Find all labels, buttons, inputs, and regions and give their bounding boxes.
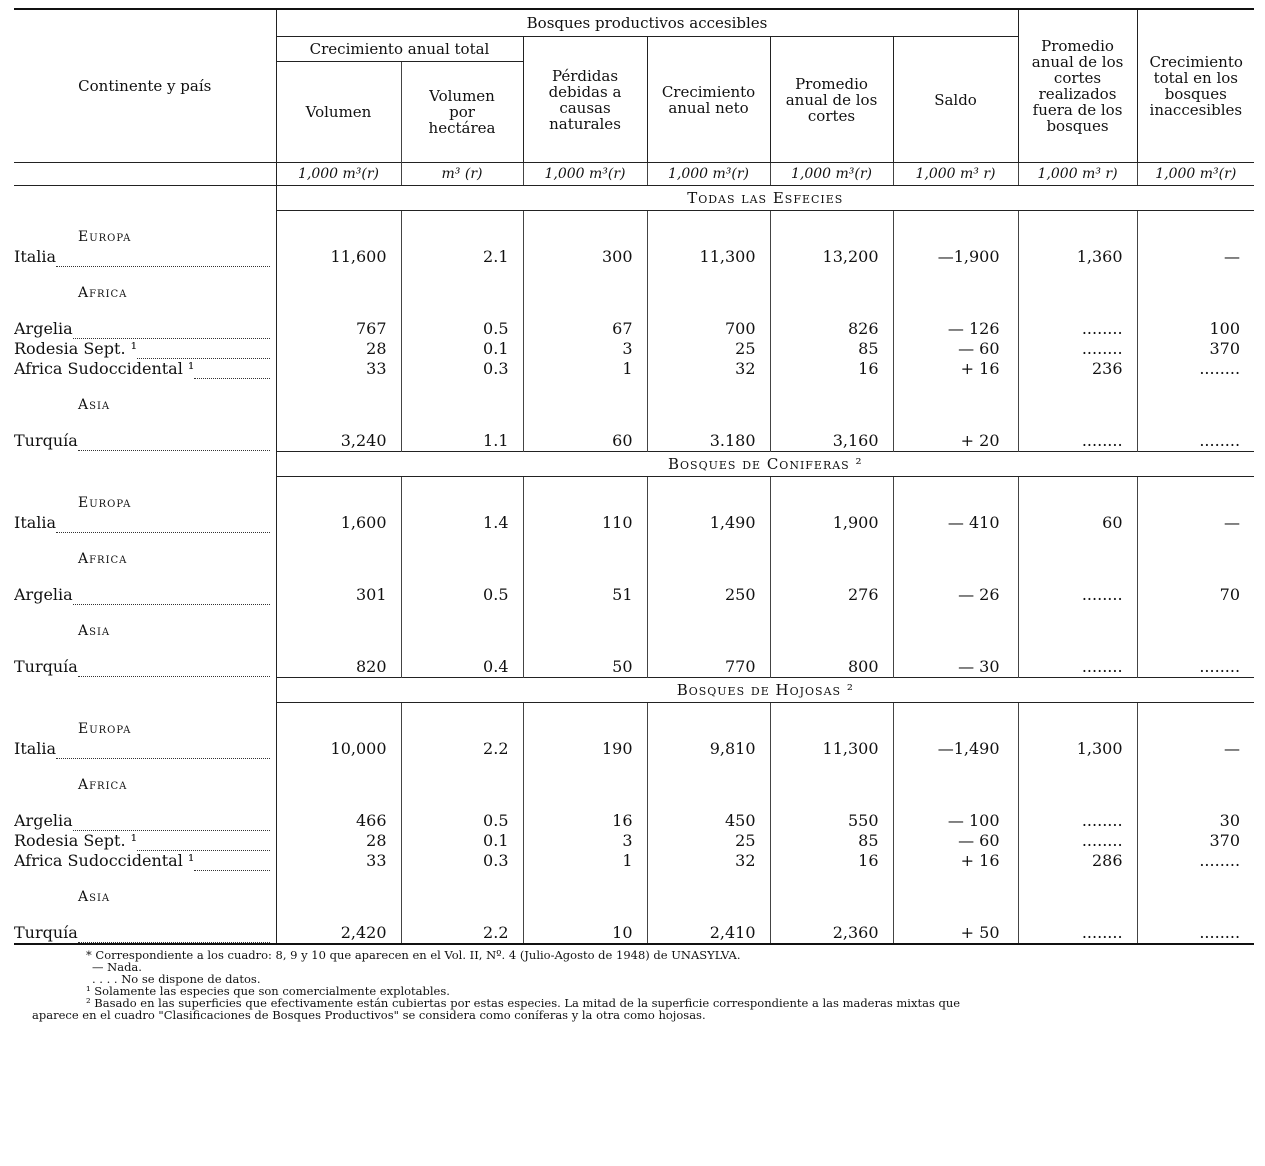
unit-volume: 1,000 m³(r) [276, 163, 401, 186]
cell-net-growth: 770 [647, 657, 770, 678]
footnote-source: * Correspondiente a los cuadro: 8, 9 y 10 que aparecen en el Vol. II, Nº. 4 (Julio-Agosto de 1948) de UNASYLVA. [86, 948, 741, 962]
cell-net-growth: 3.180 [647, 431, 770, 452]
cell-volume: 11,600 [276, 247, 401, 267]
cell-saldo: — 60 [893, 339, 1018, 359]
cell-inaccessible: 370 [1137, 831, 1254, 851]
cell-net-growth: 11,300 [647, 247, 770, 267]
continent-label: Asia [78, 397, 111, 413]
cell-cuts: 16 [770, 359, 893, 379]
country-cell [14, 851, 276, 871]
country-name: Italia [14, 247, 57, 266]
cell-net-growth: 32 [647, 359, 770, 379]
dot-leader [56, 744, 270, 759]
section-header [14, 186, 1254, 211]
cell-saldo: + 16 [893, 359, 1018, 379]
continent-label: Europa [78, 495, 132, 511]
cell-cuts-outside: ........ [1018, 431, 1137, 452]
table-row [14, 657, 1254, 678]
cell-cuts: 85 [770, 339, 893, 359]
country-name: Rodesia Sept. ¹ [14, 831, 138, 850]
dot-leader [73, 816, 270, 831]
bottom-rule [14, 943, 1254, 945]
header-losses: Pérdidas debidas a causas naturales [523, 37, 647, 163]
header-net-growth: Crecimiento anual neto [647, 37, 770, 163]
country-name: Argelia [14, 585, 73, 604]
unit-net: 1,000 m³(r) [647, 163, 770, 186]
unit-volume-ha: m³ (r) [401, 163, 523, 186]
footnote-1: ¹ Solamente las especies que son comercialmente explotables. [86, 984, 450, 998]
continent-label: Europa [78, 229, 132, 245]
table-row [14, 923, 1254, 943]
footnote-2: ² Basado en las superficies que efectivamente están cubiertas por estas especies. La mitad de la superficie correspondiente a las maderas mixtas que [86, 996, 961, 1010]
cell-net-growth: 25 [647, 339, 770, 359]
cell-volume: 3,240 [276, 431, 401, 452]
cell-volume: 767 [276, 319, 401, 339]
section-header [14, 678, 1254, 703]
unit-saldo: 1,000 m³ r) [893, 163, 1018, 186]
dot-leader [194, 856, 270, 871]
cell-losses: 10 [523, 923, 647, 943]
cell-inaccessible: ........ [1137, 431, 1254, 452]
country-cell [14, 923, 276, 943]
spacer-row [14, 569, 1254, 585]
country-name: Turquía [14, 431, 78, 451]
forest-growth-table [14, 8, 1254, 943]
cell-inaccessible: ........ [1137, 359, 1254, 379]
cell-volume-ha: 2.2 [401, 923, 523, 943]
cell-losses: 67 [523, 319, 647, 339]
table-body [14, 186, 1254, 944]
cell-volume-ha: 1.4 [401, 513, 523, 533]
footnote-dash: — Nada. [92, 960, 142, 974]
continent-row [14, 493, 1254, 513]
header-volume: Volumen [276, 62, 401, 163]
cell-volume: 2,420 [276, 923, 401, 943]
cell-losses: 110 [523, 513, 647, 533]
cell-inaccessible: 70 [1137, 585, 1254, 605]
spacer-row [14, 605, 1254, 621]
cell-losses: 51 [523, 585, 647, 605]
cell-saldo: — 30 [893, 657, 1018, 678]
cell-cuts-outside: ........ [1018, 657, 1137, 678]
table-row [14, 739, 1254, 759]
cell-cuts: 550 [770, 811, 893, 831]
cell-volume: 28 [276, 339, 401, 359]
country-name: Italia [14, 739, 57, 758]
cell-volume: 301 [276, 585, 401, 605]
cell-cuts-outside: ........ [1018, 923, 1137, 943]
cell-losses: 3 [523, 831, 647, 851]
cell-cuts: 85 [770, 831, 893, 851]
cell-volume: 33 [276, 851, 401, 871]
table-row [14, 359, 1254, 379]
header-continent: Continente y país [78, 77, 212, 95]
cell-inaccessible: ........ [1137, 851, 1254, 871]
cell-cuts: 16 [770, 851, 893, 871]
cell-net-growth: 1,490 [647, 513, 770, 533]
dot-leader [194, 364, 270, 379]
cell-inaccessible: 30 [1137, 811, 1254, 831]
continent-label: Europa [78, 721, 132, 737]
cell-cuts: 3,160 [770, 431, 893, 452]
spacer-row [14, 703, 1254, 720]
country-name: Rodesia Sept. ¹ [14, 339, 138, 358]
cell-losses: 1 [523, 851, 647, 871]
cell-volume-ha: 2.1 [401, 247, 523, 267]
continent-label: Asia [78, 623, 111, 639]
cell-volume-ha: 2.2 [401, 739, 523, 759]
cell-cuts: 800 [770, 657, 893, 678]
dot-leader [56, 252, 270, 267]
cell-cuts-outside: 60 [1018, 513, 1137, 533]
header-average-cuts: Promedio anual de los cortes [770, 37, 893, 163]
continent-row [14, 621, 1254, 641]
cell-volume: 33 [276, 359, 401, 379]
cell-volume-ha: 0.3 [401, 851, 523, 871]
cell-cuts-outside: 1,300 [1018, 739, 1137, 759]
dot-leader [78, 662, 270, 677]
table-row [14, 831, 1254, 851]
cell-volume: 28 [276, 831, 401, 851]
dot-leader [73, 590, 270, 605]
section-title: Bosques de Coniferas ² [276, 452, 1254, 477]
header-cuts-outside: Promedio anual de los cortes realizados fuera de los bosques [1018, 9, 1137, 163]
table-row [14, 319, 1254, 339]
header-volume-per-hectare: Volumen por hectárea [401, 62, 523, 163]
spacer-row [14, 907, 1254, 923]
spacer-row [14, 641, 1254, 657]
country-cell [14, 513, 276, 533]
cell-volume-ha: 0.5 [401, 811, 523, 831]
continent-label: Africa [78, 777, 128, 793]
table-row [14, 513, 1254, 533]
cell-saldo: — 26 [893, 585, 1018, 605]
spacer-row [14, 759, 1254, 775]
cell-saldo: —1,490 [893, 739, 1018, 759]
cell-inaccessible: — [1137, 739, 1254, 759]
country-name: Africa Sudoccidental ¹ [14, 851, 195, 870]
units-row [14, 163, 1254, 186]
cell-cuts: 1,900 [770, 513, 893, 533]
cell-volume: 466 [276, 811, 401, 831]
header-inaccessible-growth: Crecimiento total en los bosques inaccesibles [1137, 9, 1254, 163]
continent-row [14, 549, 1254, 569]
header-saldo: Saldo [893, 37, 1018, 163]
cell-cuts: 11,300 [770, 739, 893, 759]
unit-outside: 1,000 m³ r) [1018, 163, 1137, 186]
footnotes [14, 949, 1254, 1021]
unit-losses: 1,000 m³(r) [523, 163, 647, 186]
cell-volume-ha: 0.5 [401, 319, 523, 339]
cell-cuts: 2,360 [770, 923, 893, 943]
cell-net-growth: 250 [647, 585, 770, 605]
cell-saldo: — 60 [893, 831, 1018, 851]
dot-leader [78, 436, 270, 451]
cell-volume: 1,600 [276, 513, 401, 533]
country-cell [14, 339, 276, 359]
cell-inaccessible: — [1137, 513, 1254, 533]
country-name: Turquía [14, 923, 78, 942]
table-row [14, 851, 1254, 871]
continent-row [14, 283, 1254, 303]
header-total-growth: Crecimiento anual total [276, 37, 523, 62]
spacer-row [14, 533, 1254, 549]
unit-inaccessible: 1,000 m³(r) [1137, 163, 1254, 186]
cell-inaccessible: 100 [1137, 319, 1254, 339]
continent-row [14, 775, 1254, 795]
cell-volume-ha: 0.3 [401, 359, 523, 379]
dot-leader [56, 518, 270, 533]
country-name: Italia [14, 513, 57, 532]
cell-cuts-outside: 286 [1018, 851, 1137, 871]
cell-losses: 50 [523, 657, 647, 678]
country-cell [14, 739, 276, 759]
cell-cuts: 13,200 [770, 247, 893, 267]
spacer-row [14, 795, 1254, 811]
cell-net-growth: 2,410 [647, 923, 770, 943]
table-row [14, 811, 1254, 831]
spacer-row [14, 477, 1254, 494]
cell-net-growth: 32 [647, 851, 770, 871]
cell-volume: 820 [276, 657, 401, 678]
statistics-table-page [14, 8, 1254, 1021]
cell-losses: 3 [523, 339, 647, 359]
cell-cuts-outside: ........ [1018, 319, 1137, 339]
cell-losses: 60 [523, 431, 647, 452]
country-name: Argelia [14, 811, 73, 830]
cell-inaccessible: 370 [1137, 339, 1254, 359]
cell-inaccessible: — [1137, 247, 1254, 267]
cell-volume-ha: 0.4 [401, 657, 523, 678]
country-name: Turquía [14, 657, 78, 677]
cell-saldo: + 50 [893, 923, 1018, 943]
table-row [14, 431, 1254, 452]
cell-cuts-outside: 1,360 [1018, 247, 1137, 267]
dot-leader [137, 836, 270, 851]
cell-net-growth: 25 [647, 831, 770, 851]
cell-cuts: 826 [770, 319, 893, 339]
cell-net-growth: 700 [647, 319, 770, 339]
header-accessible-forests: Bosques productivos accesibles [276, 9, 1018, 37]
cell-saldo: — 100 [893, 811, 1018, 831]
spacer-row [14, 211, 1254, 228]
cell-inaccessible: ........ [1137, 657, 1254, 678]
continent-row [14, 227, 1254, 247]
dot-leader [78, 928, 270, 943]
cell-cuts-outside: ........ [1018, 831, 1137, 851]
unit-cuts: 1,000 m³(r) [770, 163, 893, 186]
continent-row [14, 719, 1254, 739]
country-cell [14, 831, 276, 851]
cell-saldo: —1,900 [893, 247, 1018, 267]
cell-saldo: — 410 [893, 513, 1018, 533]
dot-leader [73, 324, 270, 339]
cell-losses: 190 [523, 739, 647, 759]
cell-net-growth: 450 [647, 811, 770, 831]
cell-net-growth: 9,810 [647, 739, 770, 759]
cell-volume-ha: 1.1 [401, 431, 523, 452]
cell-losses: 1 [523, 359, 647, 379]
spacer-row [14, 415, 1254, 431]
table-row [14, 585, 1254, 605]
spacer-row [14, 379, 1254, 395]
cell-losses: 16 [523, 811, 647, 831]
continent-row [14, 887, 1254, 907]
cell-volume: 10,000 [276, 739, 401, 759]
spacer-row [14, 267, 1254, 283]
cell-saldo: — 126 [893, 319, 1018, 339]
section-title: Todas las Esfecies [276, 186, 1254, 211]
cell-losses: 300 [523, 247, 647, 267]
country-cell [14, 431, 276, 452]
country-cell [14, 811, 276, 831]
cell-cuts-outside: 236 [1018, 359, 1137, 379]
continent-label: Africa [78, 551, 128, 567]
spacer-row [14, 303, 1254, 319]
section-title: Bosques de Hojosas ² [276, 678, 1254, 703]
cell-cuts-outside: ........ [1018, 811, 1137, 831]
table-row [14, 339, 1254, 359]
continent-row [14, 395, 1254, 415]
cell-saldo: + 16 [893, 851, 1018, 871]
cell-cuts-outside: ........ [1018, 585, 1137, 605]
table-header [14, 9, 1254, 163]
country-cell [14, 585, 276, 605]
footnote-nodata: . . . . No se dispone de datos. [92, 972, 261, 986]
spacer-row [14, 871, 1254, 887]
country-cell [14, 247, 276, 267]
country-cell [14, 359, 276, 379]
footnote-2-continued: aparece en el cuadro "Clasificaciones de Bosques Productivos" se considera como coníferas y la otra como hojosas. [32, 1008, 706, 1022]
cell-saldo: + 20 [893, 431, 1018, 452]
dot-leader [137, 344, 270, 359]
country-cell [14, 319, 276, 339]
table-row [14, 247, 1254, 267]
cell-volume-ha: 0.1 [401, 339, 523, 359]
cell-inaccessible: ........ [1137, 923, 1254, 943]
cell-cuts: 276 [770, 585, 893, 605]
cell-cuts-outside: ........ [1018, 339, 1137, 359]
continent-label: Asia [78, 889, 111, 905]
country-cell [14, 657, 276, 678]
section-header [14, 452, 1254, 477]
country-name: Africa Sudoccidental ¹ [14, 359, 195, 378]
cell-volume-ha: 0.5 [401, 585, 523, 605]
continent-label: Africa [78, 285, 128, 301]
country-name: Argelia [14, 319, 73, 338]
cell-volume-ha: 0.1 [401, 831, 523, 851]
